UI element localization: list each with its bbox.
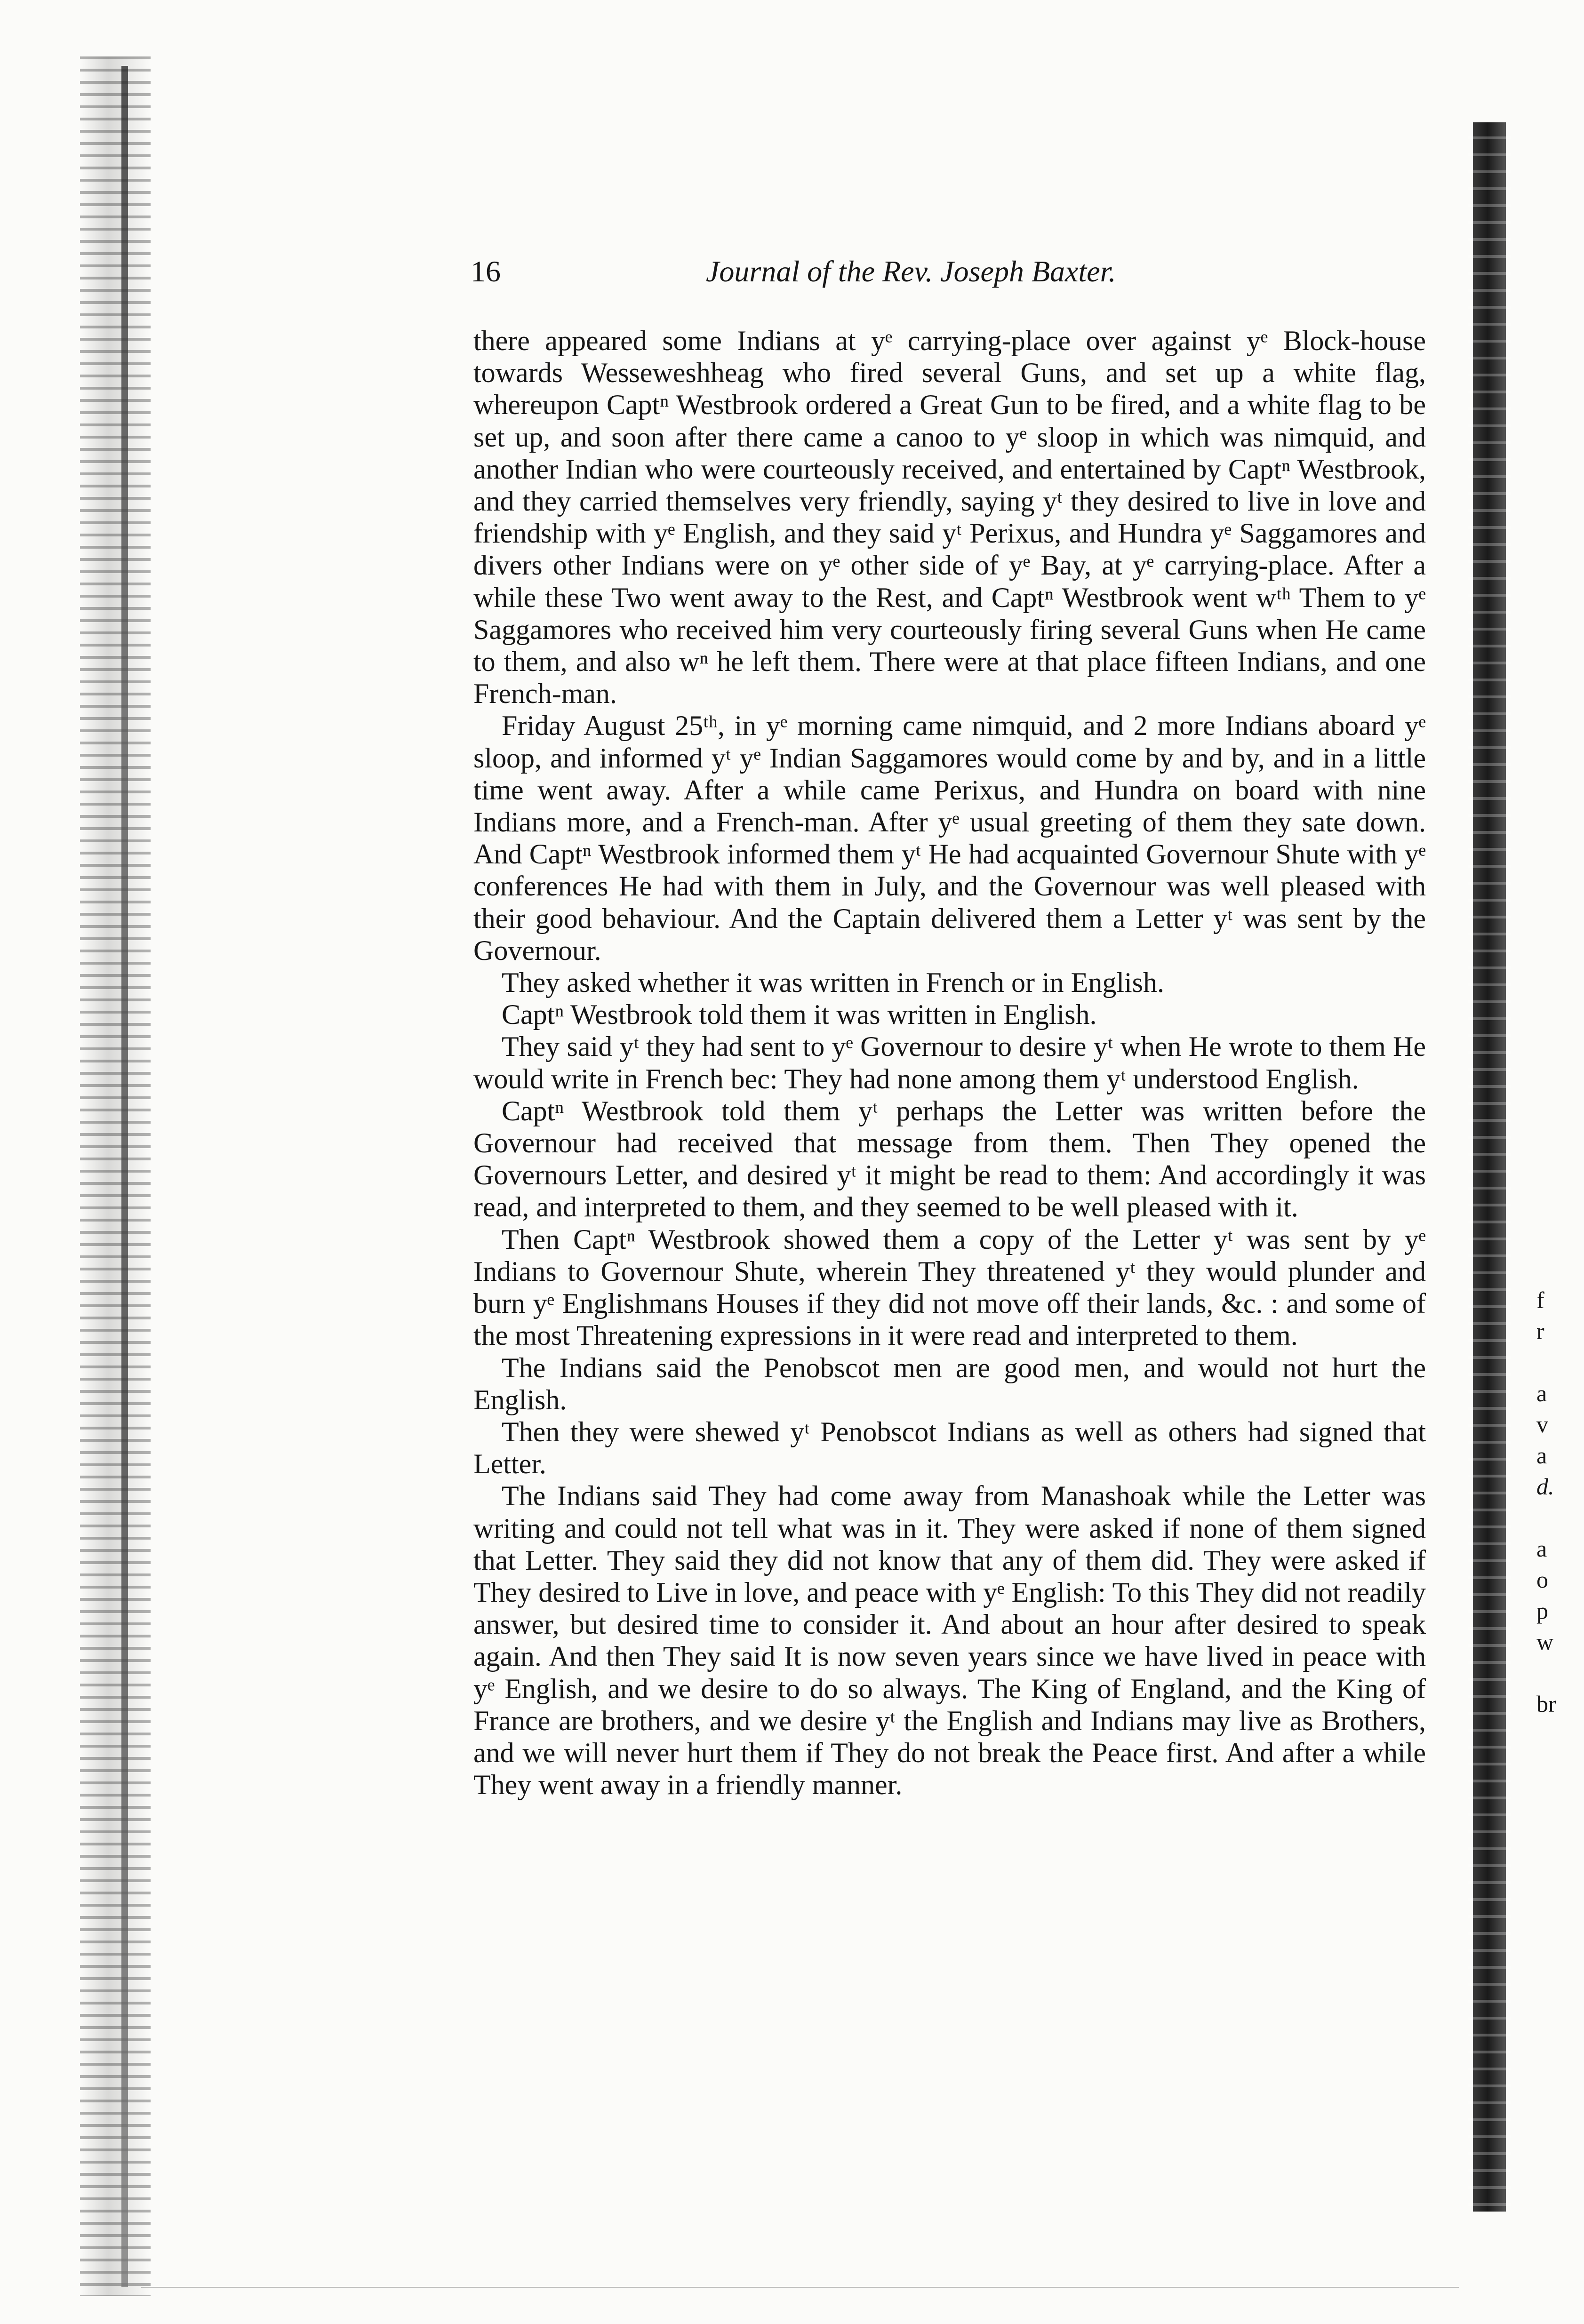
page-number: 16 (471, 255, 501, 288)
binding-edge-line (121, 66, 128, 2287)
margin-fragment: r (1536, 1318, 1544, 1344)
margin-fragment: a (1536, 1535, 1547, 1562)
paragraph-10: The Indians said They had come away from Manashoak while the Letter was writing and could not tell what was in it. They were asked if none of them signed that Letter. They said they did not know that any of them did. They were asked if They desired to Live in love, and peace with yᵉ English: To this They did not readily answer, but desired time to consider it. And about an hour after desired to speak again. And then They said It is now seven years since we have lived in peace with yᵉ English, and we desire to do so always. The King of England, and the King of France are brothers, and we desire yᵗ the English and Indians may live as Brothers, and we will never hurt them if They do not break the Peace first. And after a while They went away in a friendly manner. (473, 1480, 1426, 1801)
paragraph-6: Captⁿ Westbrook told them yᵗ perhaps the Letter was written before the Governour had received that message from them. Then They opened the Governours Letter, and desired yᵗ it might be read to them: And accordingly it was read, and interpreted to them, and they seemed to be well pleased with it. (473, 1095, 1426, 1223)
running-title: Journal of the Rev. Joseph Baxter. (706, 255, 1116, 288)
paragraph-8: The Indians said the Penobscot men are good men, and would not hurt the English. (473, 1352, 1426, 1415)
paragraph-5: They said yᵗ they had sent to yᵉ Governour to desire yᵗ when He wrote to them He would write in French bec: They had none among them yᵗ understood English. (473, 1031, 1426, 1094)
margin-fragment: p (1536, 1597, 1548, 1624)
margin-fragment: o (1536, 1566, 1548, 1593)
margin-fragment: v (1536, 1411, 1548, 1438)
margin-fragment: f (1536, 1287, 1544, 1313)
paragraph-7: Then Captⁿ Westbrook showed them a copy of the Letter yᵗ was sent by yᵉ Indians to Governour Shute, wherein They threatened yᵗ they would plunder and burn yᵉ Englishmans Houses if they did not move off their lands, &c. : and some of the most Threatening expressions in it were read and interpreted to them. (473, 1223, 1426, 1351)
margin-fragment: w (1536, 1629, 1554, 1655)
binding-edge-shadow (80, 56, 151, 2296)
margin-fragment: br (1536, 1691, 1556, 1717)
paragraph-2: Friday August 25ᵗʰ, in yᵉ morning came nimquid, and 2 more Indians aboard yᵉ sloop, and informed yᵗ yᵉ Indian Saggamores would come by and by, and in a little time went away. After a while came Perixus, and Hundra on board with nine Indians more, and a French-man. After yᵉ usual greeting of them they sate down. And Captⁿ Westbrook informed them yᵗ He had acquainted Governour Shute with yᵉ conferences He had with them in July, and the Governour was well pleased with their good behaviour. And the Captain delivered them a Letter yᵗ was sent by the Governour. (473, 710, 1426, 966)
margin-fragment: a (1536, 1442, 1547, 1469)
facing-page-fragments (1536, 1285, 1579, 1719)
scan-edge-texture (1468, 122, 1511, 2212)
body-text (473, 325, 1426, 1801)
paragraph-1: there appeared some Indians at yᵉ carrying-place over against yᵉ Block-house towards Wesseweshheag who fired several Guns, and set up a white flag, whereupon Captⁿ Westbrook ordered a Great Gun to be fired, and a white flag to be set up, and soon after there came a canoo to yᵉ sloop in which was nimquid, and another Indian who were courteously received, and entertained by Captⁿ Westbrook, and they carried themselves very friendly, saying yᵗ they desired to live in love and friendship with yᵉ English, and they said yᵗ Perixus, and Hundra yᵉ Saggamores and divers other Indians were on yᵉ other side of yᵉ Bay, at yᵉ carrying-place. After a while these Two went away to the Rest, and Captⁿ Westbrook went wᵗʰ Them to yᵉ Saggamores who received him very courteously firing several Guns when He came to them, and also wⁿ he left them. There were at that place fifteen Indians, and one French-man. (473, 325, 1426, 710)
margin-fragment: d. (1536, 1473, 1554, 1500)
paragraph-9: Then they were shewed yᵗ Penobscot Indians as well as others had signed that Letter. (473, 1416, 1426, 1480)
margin-fragment: a (1536, 1380, 1547, 1406)
page-header (471, 254, 1271, 306)
paragraph-3: They asked whether it was written in French or in English. (502, 967, 1165, 998)
scan-bottom-edge (141, 2287, 1459, 2288)
paragraph-4: Captⁿ Westbrook told them it was written in English. (502, 999, 1097, 1030)
